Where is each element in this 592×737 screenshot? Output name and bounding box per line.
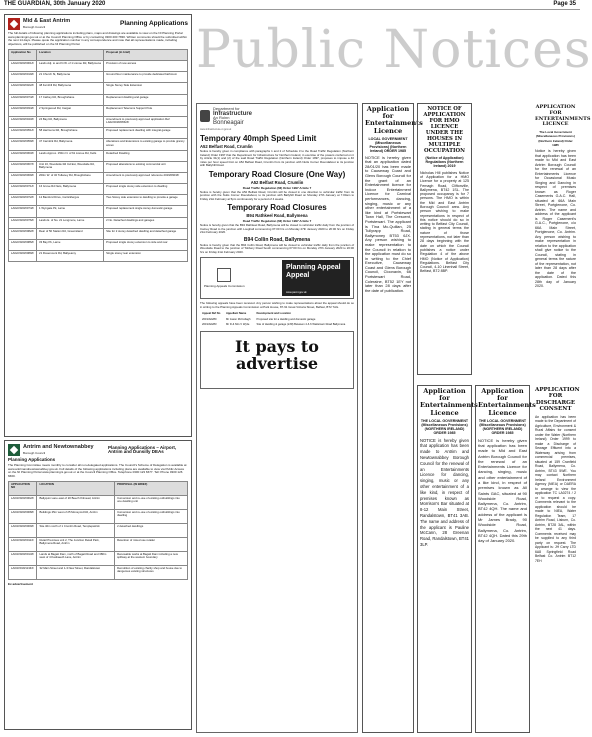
appeals-table — [200, 311, 354, 327]
table-cell: Alterations and Extensions to existing garage to provide granny annex — [104, 139, 188, 150]
table-cell: 24 Bay Rd, Ballymena — [37, 116, 104, 127]
table-cell: Unit 16, Woodside Rd Ind Est, Woodside Rd, Ballymena — [37, 161, 104, 172]
table-row — [9, 83, 188, 94]
appeal-website: www.pacni.gov.uk — [286, 291, 307, 295]
notice-sub: B94 Collin Road, Ballymena — [243, 236, 311, 243]
mea-council-sub: Borough Council — [23, 25, 46, 29]
notice-title: Application for Entertainments Licence — [365, 105, 423, 135]
notice-sub: LOCAL GOVERNMENT (Miscellaneous Provisions) (Northern Ireland) ORDER 1985 — [368, 136, 408, 154]
advertise-banner — [200, 331, 354, 389]
mea-planning-box — [4, 14, 192, 437]
table-row — [9, 72, 188, 83]
table-cell: Retention of mixed use retailer — [115, 537, 188, 551]
notice-body: NOTICE is hereby given that an application dated 28/01/20 has been made to Causeway Coast and Glens Borough Council for the grant of an Entertainment licence for Indoor Entertainment Licence for Carnival performances, dancing, singing, music or any other entertainment of a like kind at Portstewart Town Hall, The Crescent, Portstewart. The applicant is Tina Mc-Quillan, 25 Tullyrapp Road, Ballymoney BT53 6JX. Any person wishing to make representation to the Council in relation to the application must do so in writing to the Chief Executive, Causeway Coast and Glens Borough Council, Cloonavin, 66 Portstewart Road, Coleraine, BT52 1EY not later than 28 days after the date of publication. — [365, 154, 411, 293]
dfi-logo — [200, 107, 354, 125]
table-cell: Rear of 50 Station Rd, Greenisland — [37, 228, 104, 239]
table-cell: LA02/2020/0063/F — [9, 150, 37, 161]
table-row — [9, 537, 188, 551]
anbbc-table — [8, 481, 188, 580]
column-header: Appeal Ref No — [202, 312, 221, 316]
pac-logo-icon — [217, 268, 231, 282]
table-cell: 16 Grove Rd Nets, Ballymena — [37, 184, 104, 195]
mea-table — [8, 49, 188, 263]
table-cell: 21 Rosemount Rd, Ballyeamy — [37, 251, 104, 262]
notice-title: APPLICATION FOR ENTERTAINMENTS LICENCE — [535, 104, 591, 128]
mea-council-name: Mid & East Antrim — [23, 18, 71, 24]
table-cell: LA02/2020/0069/F — [9, 172, 37, 183]
table-cell: LA02/2020/0089/F — [9, 251, 37, 262]
notice-body: Notice is hereby given that the B94 Rathkeel Road, Ballymena will be closed to vehicular traffic daily from the junction of Carney Road to the junction with Loughall commencing 07:00 hrs on Monday 27th January 2020 to 20:00 hrs on Friday 21st February 2020. — [200, 223, 354, 235]
notice-sub: B94 Rathkeel Road, Ballymena — [246, 213, 308, 219]
table-cell: 2019/A0280 — [202, 317, 217, 321]
column-header: Appellant Name — [225, 312, 247, 316]
notice-speed-limit — [200, 134, 354, 168]
table-cell: Mr D & Mrs V Wylie — [225, 322, 250, 326]
anbbc-planning-box — [4, 440, 192, 730]
notice-body: Nicholas Hill publishes Notice of Application for a HMO Licence for a property at 125 Fernagh Road, Cliftonville, Ballymena, BT42 1SL. The proposed occupancy is for 7 persons. The HMO is within the Mid and East Antrim Borough Council area. Any person wishing to make representations in respect of this notice should do so in writing to Belfast City Council, stating in general terms the nature of those representations, not later than 28 days beginning with the date on which the Council publishes a notice under Regulation 4 of the above HMO (Notice of Application) Regulations. Belfast City Council, 4-10 Linenhall Street, Belfast, BT2 8BP. — [420, 170, 469, 274]
table-cell: 21 Church St, Ballymena — [37, 72, 104, 83]
notice-body: Notice is hereby given that application has been made to Mid and East Antrim Borough Council for the renewal of an Entertainments Licence for Occasional Music Singing and Dancing in respect of premises known as Roger Casements G.A.C. Hall, situated at 66A Main Street, Portglenone, Co. Antrim. The name and address of the applicant is Roger Casement's G.A.C., Portglenone, c/o 66A Main Street, Portglenone, Co. Antrim. Any person wishing to make representation in relation to the application shall give notice to the Council, stating in general terms the nature of the representation, not later than 28 days after the date of the application. Dated this 28th day of January 2020. — [535, 149, 576, 288]
notice-body: NOTICE is hereby given that application has been made to Antrim and Newtownabbey Borough Council for the renewal of an Entertainments Licence for dancing, singing, music or any other entertainment of a like kind, in respect of premises known as Morrison's Bar situated at 8-12 Main Street, Randalstown, BT41 3AB. The name and address of the applicant is Pauline McCann, 28 Greenan Road, Randalstown, BT41 3LP. — [420, 437, 469, 547]
table-row — [9, 228, 188, 239]
notice-sub: A52 Belfast Road, Crumlin — [250, 179, 304, 185]
table-cell: LA02/2020/0076/F — [9, 217, 37, 228]
table-cell: 1 Wyngate Pk, Larne — [37, 206, 104, 217]
entertainment-licence-2 — [417, 385, 478, 733]
notice-heading: Temporary 40mph Speed Limit — [200, 134, 317, 144]
notice-title: Application for Entertainments Licence — [478, 387, 536, 417]
table-cell: Ground floor maintenance to provide dedicated bathroom — [104, 72, 188, 83]
table-cell: LA02/2020/0051/F — [9, 128, 37, 139]
mea-intro: The full details of following planning applications including plans, maps and drawings are available to view on the NI Planning Portal www.planningni.gov.uk or at the Council Planning Office or by contacting 0300 200 7830. Written comments should be submitted within the next 14 days. Please quote the application number in any correspondence and note that all representations made, including objections, will be published on the NI Planning Portal. — [8, 31, 187, 47]
table-cell: LA02/2020/0072/F — [9, 195, 37, 206]
table-cell: Lands at Bagatt Dam, north of Bagatt Road and 380m west of 4 Kadraeeth Lane, Antrim — [37, 551, 115, 565]
table-cell: Mr Jason McCullagh — [225, 317, 251, 321]
anbbc-box-title: Planning Applications – Airport, Antrim and Dunsilly DEAs — [108, 445, 177, 454]
column-header: Application No — [9, 49, 37, 60]
table-cell: LA02/2020/0074/F — [9, 206, 37, 217]
discharge-consent-notice — [533, 385, 578, 733]
table-cell: LA03/2020/0002/F — [9, 495, 37, 509]
table-cell: LA03/2020/0013/F — [9, 551, 37, 565]
dfi-name: Infrastructure — [213, 110, 253, 117]
dfi-irish: An Roinn — [213, 115, 230, 121]
table-cell: 200m W. of 32 Tullaney Rd, Broughshane — [37, 172, 104, 183]
table-cell: Lands E. of No. 21 Longmore, Larne — [37, 217, 104, 228]
table-cell: LA02/2020/0082/F — [9, 228, 37, 239]
dfi-irish2: Bonneagair — [213, 119, 244, 126]
notice-sub: THE LOCAL GOVERNMENT (Miscellaneous Provisions) (NORTHERN IRELAND) ORDER 1985 — [420, 418, 469, 436]
table-cell: 58 Harrisons Rd, Broughshane — [37, 128, 104, 139]
anbbc-logo-icon — [8, 444, 20, 456]
table-row — [9, 217, 188, 228]
anbbc-header — [8, 444, 188, 456]
table-cell: LA03/2020/0009/F — [9, 523, 37, 537]
table-row — [9, 94, 188, 105]
table-cell: Amendment to previously approved application Ref: LA02/2018/0652/F — [104, 116, 188, 127]
table-cell: LA02/2020/0043/F — [9, 116, 37, 127]
table-cell: Lands Adj. to and N.W. of 1 Lisnoe Rd, Ballymena — [37, 61, 104, 72]
table-cell: LA03/2020/0011/F — [9, 537, 37, 551]
table-cell: Demolition of existing charity shop and house due to dangerous existing structures — [115, 565, 188, 579]
notice-body: Notice is hereby given that the B94 Collin Road, Ballymena will be closed to vehicular traffic daily from the junction of Woodside Road to the junction of Tobbery Road South commencing 07:00 hrs on Monday 27th January 2020 to 20:00 hrs on Friday 21st February 2020. — [200, 242, 354, 254]
notice-heading: Temporary Road Closures — [227, 203, 327, 213]
anbbc-council-sub: Borough Council — [23, 451, 46, 455]
table-cell: 32 Main Street and 1-3 New Street, Randalstown — [37, 565, 115, 579]
table-cell: LA02/2020/0071/F — [9, 184, 37, 195]
notice-sub: A52 Belfast Road, Crumlin — [200, 144, 253, 150]
table-cell: 2 No. Detached dwellings and garages — [104, 217, 188, 228]
table-cell: Provision of new access — [104, 61, 188, 72]
table-cell: Conversion and re-use of existing outbuildings into one dwelling unit — [115, 495, 188, 509]
table-cell: 12 Bamford Drive, Carrickfergus — [37, 195, 104, 206]
table-cell: LA02/2020/0019/F — [9, 72, 37, 83]
table-row — [9, 161, 188, 172]
table-cell: Proposed single storey extension to side and rear — [104, 240, 188, 251]
table-cell: Two Storey side extension to dwelling to provide a garage — [104, 195, 188, 206]
appeal-title2: Appeal — [286, 272, 310, 280]
notice-road-closures — [200, 203, 354, 235]
hmo-licence-notice — [417, 103, 472, 375]
table-row — [9, 116, 188, 127]
table-cell: LA03/2020/0008/F — [9, 509, 37, 523]
table-cell: Proposed site for a dwelling and domestic garage — [256, 317, 316, 321]
table-cell: Lands Approx. 150m N. of 61 Lisnoe Rd, Kells — [37, 150, 104, 161]
mea-logo-icon — [8, 18, 20, 30]
table-row — [9, 251, 188, 262]
notice-body: Notice is hereby given that the A52 Belfast Road, Crumlin will be closed in one direction to vehicular traffic from its junction with the Nutts Corner Roundabout, to its junction with Ballyhill Road on Monday 27th January at 7.00am to Friday 21st February at 5pm continuously for a period of 4 weeks. — [200, 189, 354, 201]
table-cell: Site for 2 storey detached dwelling and detached garage — [104, 228, 188, 239]
planning-appeal-banner — [200, 257, 354, 299]
table-cell: Renewable works at Bagatt Dam including a new spillway at the western boundary — [115, 551, 188, 565]
table-cell: 17 Cathey Rd, Broughshane — [37, 94, 104, 105]
notice-body: An application has been made to the Department of Agriculture, Environment & Rural Affairs for consent under the Water (Northern Ireland) Order 1999 to make a Discharge of Sewage Effluent into a Waterway arising from commercial premises, situated at 159 Cranfield Road, Ballymena, Co. Antrim, BT43 5WE. You may contact Northern Ireland Environment Agency (NIEA) or DAERA to arrange to view the application TC LA0274 / 2 or to request a copy. Comments relevant to the application should be made to NIEA, Water Regulation Team, 17 Antrim Road, Lisburn, Co. Antrim, BT28 3AL, within the next 41 days. Comments received may be supplied to any third party on request. The Applicant is: JH Carry LTD 6A8 Springfield Road Belfast Co. Antrim BT12 7EH — [535, 414, 576, 563]
table-cell: Single storey rear extension — [104, 251, 188, 262]
column-header: PROPOSAL (IN BRIEF) — [115, 481, 188, 495]
table-cell: Site of dwelling & garage (infill) Between 4 & 6 Wattstown Road Ballymena — [256, 322, 346, 326]
anbbc-council-name: Antrim and Newtownabbey — [23, 444, 94, 450]
notice-sub: THE LOCAL GOVERNMENT (Miscellaneous Provisions) (NORTHERN IRELAND) ORDER 1985 — [478, 418, 527, 436]
table-cell: Proposed alterations to existing commercial unit — [104, 161, 188, 172]
table-cell: 47 Carnkirk Rd, Ballymena — [37, 139, 104, 150]
table-cell: Amendment to previously approved reference 2019/0603/F — [104, 172, 188, 183]
table-cell: Proposed replacement single storey domestic garage — [104, 206, 188, 217]
table-row — [9, 495, 188, 509]
notice-road-closure-one-way — [200, 170, 354, 202]
anbbc-intro: The Planning Committee meets monthly to consider all non-delegated applications. The Council's Scheme of Delegation is available at www.antrimandnewtownabbey.gov.uk. Full details of the following applications including plans are available to view via Public Access on the NI Planning Portal www.planningni.gov.uk or at the Council Planning Office. Telephone 0300 123 6677. Tell: Phone 0300 126 6660. — [8, 463, 187, 479]
advertise-line1: It pays to — [235, 337, 319, 357]
table-cell: 48 Fernhill Rd, Ballymena — [37, 83, 104, 94]
notice-heading: Temporary Road Closure (One Way) — [208, 169, 346, 179]
column-header: Development and Location — [256, 312, 291, 316]
table-cell: 2 Springwood Rd, Cargan — [37, 105, 104, 116]
table-cell: Proposed single storey side extension to dwelling — [104, 184, 188, 195]
table-cell: LA03/2019/1134/F — [9, 565, 37, 579]
notice-title: Application for Entertainments Licence — [420, 387, 478, 417]
table-row — [9, 105, 188, 116]
table-cell: Replacement Telecoms Support Pole — [104, 105, 188, 116]
table-cell: 2019/A0283 — [202, 322, 217, 326]
notice-body: NOTICE is hereby given that application has been made to Mid and East Antrim Borough Council for the renewal of an Entertainments Licence for dancing, singing, music and other entertainment of a like kind, in respect of premises known as All Saints GAC, situated at 90 Woodside Road, Ballymena, Co. Antrim, BT42 4QH. The name and address of the applicant is Mr James Brady, 90 Woodside Road, Ballymena, Co. Antrim, BT42 4QH. Dated this 29th day of January 2020. — [478, 437, 527, 544]
notice-sub: The Local Government (Miscellaneous Provisions) (Northern Ireland) Order 1985 — [536, 130, 575, 147]
table-row — [9, 523, 188, 537]
table-cell: LA02/2020/0067/F — [9, 161, 37, 172]
page-header — [0, 0, 580, 10]
table-cell: LA02/2020/0034/F — [9, 105, 37, 116]
dfi-crest-icon — [200, 110, 210, 122]
notice-title: NOTICE OF APPLICATION FOR HMO LICENCE UNDER THE HOUSES IN MULTIPLE OCCUPATION — [423, 106, 466, 154]
column-header: APPLICATION NO — [9, 481, 37, 495]
table-cell: LA02/2020/0001/F — [9, 61, 37, 72]
table-cell: LA02/2020/0022/F — [9, 83, 37, 94]
notice-body: Notice is hereby given in compliance with paragraphs 1 and 2 of Schedule 3 to the Road Traffic Regulation (Northern Ireland) Order 1997 that the Department for Infrastructure for Northern Ireland, in exercise of the powers conferred on it by Article 31(1) and (2) of the said Road Traffic Regulation (Northern Ireland) Order 1997, proposes to impose a 40 miles per hour speed limit on A52 Belfast Road, Crumlin from its junction with Nutts Corner Roundabout to its junction with Ballyhill Road. — [200, 149, 354, 168]
notice-sub2: Road Traffic Regulation (NI) Order 1997 Article 7 — [242, 185, 312, 190]
appeal-title: Planning Appeal — [286, 264, 341, 272]
advertise-line2: advertise — [235, 354, 319, 374]
table-row — [9, 551, 188, 565]
table-cell: Detached Dwelling — [104, 150, 188, 161]
left-column — [4, 14, 192, 734]
table-cell: Ballyquin Lane east of 20 Beech Kilmead, Antrim — [37, 495, 115, 509]
entertainment-licence-1 — [362, 103, 423, 733]
column-header: Proposal (in brief) — [104, 49, 188, 60]
dfi-dept: Department for — [213, 106, 240, 111]
column-header: LOCATION — [37, 481, 115, 495]
table-row — [9, 240, 188, 251]
table-cell: Proposed replacement dwelling with integral garage — [104, 128, 188, 139]
table-cell: Replacement dwelling and garage — [104, 94, 188, 105]
table-cell: Single Storey Side Extension — [104, 83, 188, 94]
table-cell: Buildings 25m west of 25 Moneyrod Rd, Antrim — [37, 509, 115, 523]
anbbc-advert: Ex advertisement — [8, 581, 33, 586]
table-cell: LA02/2020/0059/F — [9, 139, 37, 150]
notice-title: APPLICATION FOR DISCHARGE CONSENT — [535, 387, 580, 413]
paper-date: THE GUARDIAN, 30th January 2020 — [4, 1, 106, 7]
notice-collin-road — [200, 237, 354, 255]
entertainment-licence-3 — [475, 385, 536, 733]
dfi-website: www.infrastructure-ni.gov.uk — [200, 128, 232, 132]
table-row — [9, 509, 188, 523]
column-header: Location — [37, 49, 104, 60]
entertainment-licence-4 — [533, 103, 591, 375]
table-row — [9, 565, 188, 579]
table-cell: Retail Premises unit 2, The Junction Retail Park, Ballymena Road, Antrim — [37, 537, 115, 551]
table-cell: Site 40m north of 1 Crumlin Road, Templepatrick — [37, 523, 115, 537]
appeal-title-block — [282, 260, 350, 296]
table-row — [9, 150, 188, 161]
notice-sub2: Road Traffic Regulation (NI) Order 1997 Article 7 — [242, 219, 312, 224]
table-row — [9, 184, 188, 195]
anbbc-heading: Planning Applications — [8, 457, 56, 462]
notice-sub: (Notice of Application) Regulations (Northern Ireland) 2019 — [425, 156, 464, 169]
table-cell: LA02/2020/0086/F — [9, 240, 37, 251]
table-cell: LA02/2020/0074/F — [9, 94, 37, 105]
table-cell: 33 Bay Pk, Larne — [37, 240, 104, 251]
dfi-notices — [196, 103, 358, 733]
table-cell: Conversion and re-use of existing outbuildings into dwelling — [115, 509, 188, 523]
mea-box-title: Planning Applications — [119, 20, 188, 27]
table-row — [9, 206, 188, 217]
table-row — [9, 139, 188, 150]
pac-logo: Planning Appeals Commission — [204, 268, 245, 288]
page-title: Public Notices — [196, 20, 592, 80]
table-row — [9, 172, 188, 183]
page-number: Page 35 — [553, 1, 576, 7]
table-row — [9, 195, 188, 206]
table-row — [9, 61, 188, 72]
table-row — [200, 322, 354, 327]
table-cell: 2 detached dwellings — [115, 523, 188, 537]
mea-header — [8, 18, 188, 30]
appeals-intro: The following appeals have been received. Any person wishing to make representations about the appeal should do so in writing to the Planning Appeals Commission at Park House, 87-91 Great Victoria Street, Belfast, BT2 7AG. — [200, 301, 354, 309]
table-row — [9, 128, 188, 139]
